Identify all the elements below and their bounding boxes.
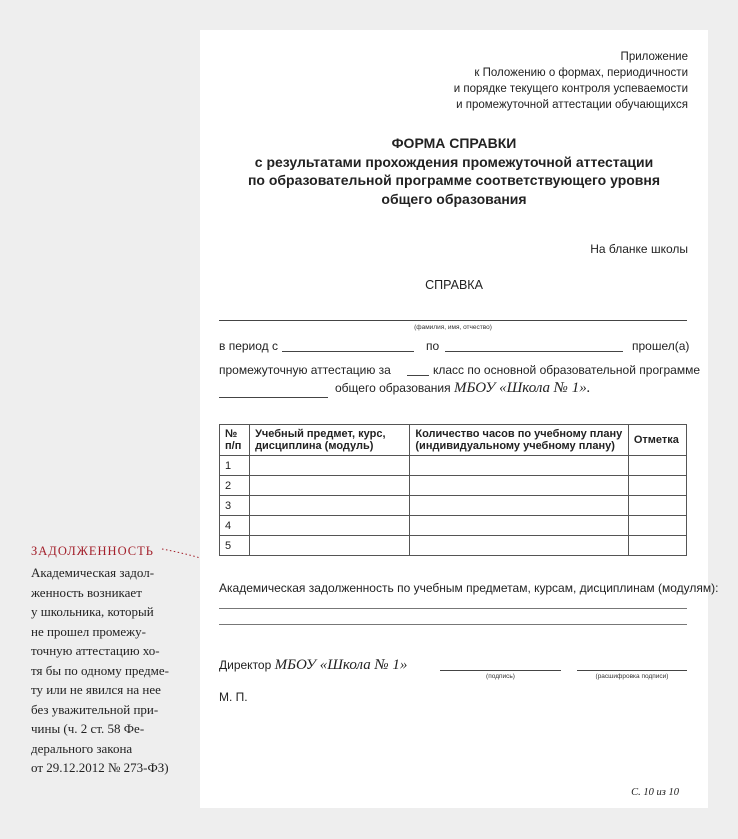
sidenote-line: не прошел промежу- <box>31 623 146 639</box>
cell-grade[interactable] <box>628 516 686 536</box>
row-number: 4 <box>220 516 250 536</box>
header-subject: Учебный предмет, курс, дисциплина (модуль) <box>250 425 410 456</box>
fio-caption: (фамилия, имя, отчество) <box>414 324 492 331</box>
appendix-line: и промежуточной аттестации обучающихся <box>456 99 688 111</box>
cell-subject[interactable] <box>250 536 410 556</box>
signature-caption: (подпись) <box>486 673 515 680</box>
cell-subject[interactable] <box>250 456 410 476</box>
table-row <box>220 516 687 536</box>
level-label: общего образования <box>335 381 451 395</box>
sidenote-line: дерального закона <box>31 740 133 756</box>
sidenote-line: у школьника, который <box>31 604 154 619</box>
row-number: 1 <box>220 456 250 476</box>
class-text: класс по основной образовательной программе <box>433 363 701 377</box>
blank-note: На бланке школы <box>590 242 688 256</box>
header-hours: Количество часов по учебному плану (индивидуальному учебному плану) <box>410 425 628 456</box>
table-row <box>220 456 687 476</box>
school-name: МБОУ «Школа № 1». <box>453 380 591 396</box>
header-number: № п/п <box>220 425 250 456</box>
appendix-line: к Положению о формах, периодичности <box>474 67 688 79</box>
grades-table <box>219 424 687 556</box>
decryption-line <box>577 670 687 671</box>
page-number: С. 10 из 10 <box>631 787 679 798</box>
period-to-label: по <box>426 339 440 353</box>
fio-line <box>219 320 687 321</box>
appendix-line: и порядке текущего контроля успеваемости <box>453 83 688 95</box>
sidenote-line: чины (ч. 2 ст. 58 Фе- <box>31 721 145 736</box>
class-field <box>407 375 429 376</box>
form-title <box>200 134 708 208</box>
cell-grade[interactable] <box>628 456 686 476</box>
director-label <box>219 657 407 674</box>
cell-grade[interactable] <box>628 476 686 496</box>
sidenote-line: ту или не явился на нее <box>31 682 161 697</box>
cell-subject[interactable] <box>250 476 410 496</box>
period-from-label: в период с <box>219 339 279 353</box>
sidenote-body <box>31 563 191 778</box>
sidenote-line: женность возникает <box>31 584 142 600</box>
sidenote-line: тя бы по одному предме- <box>31 662 169 678</box>
document-page <box>200 30 719 808</box>
sidenote-line: точную аттестацию хо- <box>31 643 160 658</box>
signature-line <box>440 670 561 671</box>
passed-label: прошел(а) <box>632 339 690 353</box>
row-number: 5 <box>220 536 250 556</box>
director-school: МБОУ «Школа № 1» <box>274 657 408 673</box>
appendix-reference <box>454 49 688 113</box>
debt-label: Академическая задолженность по учебным предметам, курсам, дисциплинам (модулям): <box>219 581 719 595</box>
title-line: по образовательной программе соответствующего уровня <box>247 172 661 188</box>
sidenote-line: Академическая задол- <box>31 565 155 580</box>
title-line: с результатами прохождения промежуточной аттестации <box>254 153 654 170</box>
sidenote-title: ЗАДОЛЖЕННОСТЬ <box>31 544 154 558</box>
row-number: 2 <box>220 476 250 496</box>
director-title: Директор <box>219 658 272 672</box>
level-field <box>219 397 328 398</box>
period-from-field <box>282 351 414 352</box>
period-to-field <box>445 351 623 352</box>
document-heading: СПРАВКА <box>425 278 483 292</box>
table-row <box>220 536 687 556</box>
cell-hours[interactable] <box>410 496 628 516</box>
cell-hours[interactable] <box>410 476 628 496</box>
cell-subject[interactable] <box>250 496 410 516</box>
table-row <box>220 496 687 516</box>
level-text <box>335 380 590 397</box>
sidenote-line: без уважительной при- <box>31 701 159 717</box>
cell-hours[interactable] <box>410 456 628 476</box>
cell-subject[interactable] <box>250 516 410 536</box>
row-number: 3 <box>220 496 250 516</box>
cell-hours[interactable] <box>410 516 628 536</box>
sidenote-line: от 29.12.2012 № 273-ФЗ) <box>31 760 169 775</box>
table-row <box>220 476 687 496</box>
cell-hours[interactable] <box>410 536 628 556</box>
decryption-caption: (расшифровка подписи) <box>595 673 669 680</box>
title-line: ФОРМА СПРАВКИ <box>391 135 517 151</box>
title-line: общего образования <box>381 190 527 207</box>
cell-grade[interactable] <box>628 496 686 516</box>
cell-grade[interactable] <box>628 536 686 556</box>
appendix-line: Приложение <box>620 51 688 63</box>
stamp-label: М. П. <box>219 690 248 704</box>
header-grade: Отметка <box>628 425 686 456</box>
table-header-row <box>220 425 687 456</box>
debt-line <box>219 608 687 609</box>
attestation-prefix: промежуточную аттестацию за <box>219 363 391 377</box>
debt-line <box>219 624 687 625</box>
